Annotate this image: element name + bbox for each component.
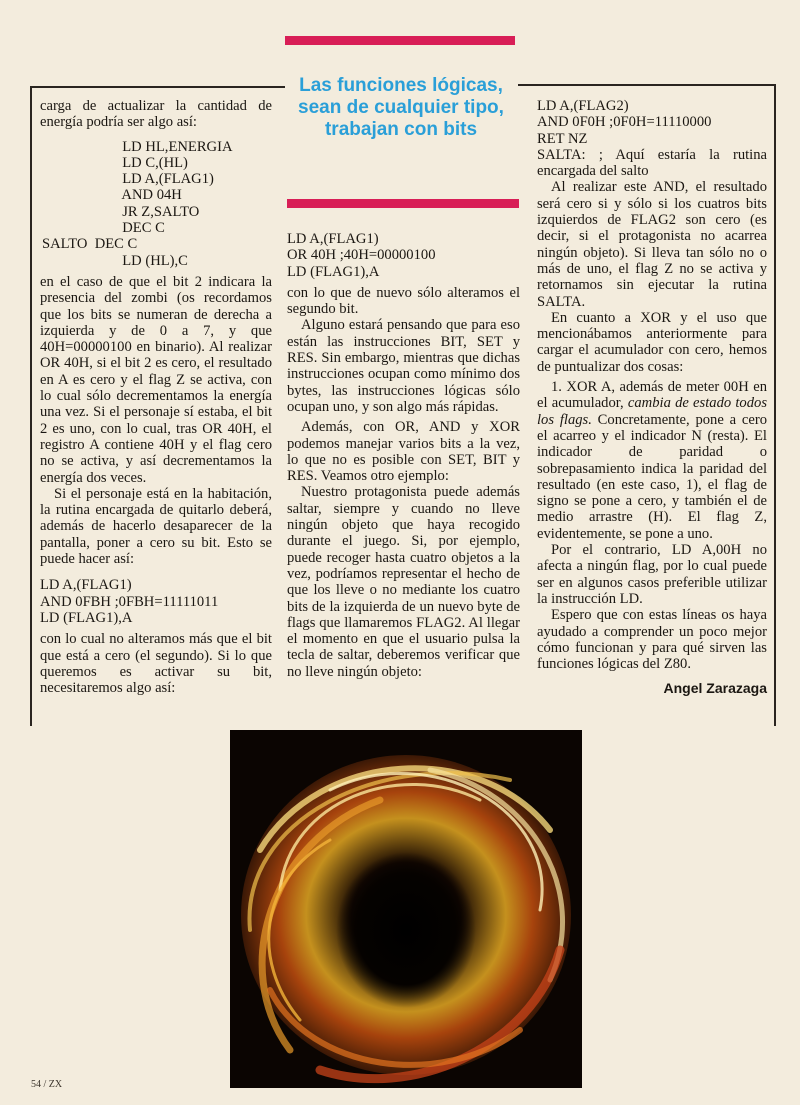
paragraph: Además, con OR, AND y XOR podemos manejar varios bits a la vez, lo que no es posible con SET, BIT y RES. Veamos otro ejemplo: [287, 419, 520, 485]
text-run: Concretamente, pone a cero el acarreo y el indicador N (resta). El indicador de paridad o sobrepasamiento indica la paridad del resultado (en este caso, 1), el flag de signo se pone a cero, y también el de medio arrastre (H). El flag Z, evidentemente, se pone a uno. [537, 411, 768, 542]
column-left [40, 98, 272, 696]
code-line: JR Z,SALTO [104, 203, 200, 220]
code-line: LD (FLAG1),A [287, 263, 380, 280]
code-line: LD A,(FLAG1) [40, 577, 132, 594]
paragraph: Al realizar este AND, el resultado será cero si y sólo si los cuatros bits izquierdos de FLAG2 son cero (es decir, si el protagonista no acarrea ningún objeto). Si lleva tan sólo no o más de uno, el flag Z no se activa y retornamos sin ejecutar la rutina SALTA. [537, 179, 767, 310]
code-line: AND 0FBH ;0FBH=11111011 [40, 593, 219, 610]
paragraph: con lo que de nuevo sólo alteramos el segundo bit. [287, 284, 520, 318]
code-line: SALTO DEC C [42, 236, 138, 253]
code-line: RET NZ [537, 130, 588, 147]
frame-right [774, 84, 776, 726]
paragraph: Alguno estará pensando que para eso están las instrucciones BIT, SET y RES. Sin embargo, mientras que dichas instrucciones ocupan como mínimo dos bytes, las instrucciones lógicas sólo ocupan uno, y son algo más rápidas. [287, 317, 520, 415]
code-line: LD HL,ENERGIA [104, 138, 233, 155]
abstract-light-photo [230, 730, 582, 1088]
pull-quote: Las funciones lógicas, sean de cualquier tipo, trabajan con bits [298, 75, 504, 140]
code-block [537, 98, 767, 147]
frame-top-right [518, 84, 776, 86]
code-block [287, 231, 520, 280]
column-right [537, 98, 767, 697]
frame-left [30, 86, 32, 726]
paragraph: Espero que con estas líneas os haya ayudado a comprender un poco mejor cómo funcionan y para qué sirven las funciones lógicas del Z80. [537, 607, 767, 673]
paragraph [537, 379, 767, 542]
page-number: 54 / ZX [31, 1079, 63, 1090]
code-line: LD C,(HL) [104, 154, 188, 171]
code-line: LD A,(FLAG1) [104, 171, 214, 188]
paragraph: SALTA: ; Aquí estaría la rutina encargada del salto [537, 146, 767, 180]
pink-rule-top [285, 36, 515, 45]
paragraph: carga de actualizar la cantidad de energía podría ser algo así: [40, 98, 272, 131]
pink-rule-bottom [287, 199, 519, 208]
code-line: LD (HL),C [104, 252, 188, 269]
paragraph: Nuestro protagonista puede además saltar, siempre y cuando no lleve ningún objeto que haya recogido durante el juego. Si, por ejemplo, puede recoger hasta cuatro objetos a la vez, podríamos representar el hecho de que los lleve o no mediante los cuatro bits de la izquierda de un nuevo byte de flags que llamaremos FLAG2. Al llegar el momento en que el usuario pulsa la tecla de saltar, deberemos verificar que no lleve ningún objeto: [287, 484, 520, 680]
paragraph: Por el contrario, LD A,00H no afecta a ningún flag, por lo cual puede ser en algunos casos preferible utilizar la instrucción LD. [537, 542, 767, 607]
code-line: LD (FLAG1),A [40, 609, 133, 626]
code-block [40, 139, 272, 269]
light-swirl-image [230, 730, 582, 1088]
code-line: AND 04H [104, 187, 182, 204]
italic-phrase: cambia de estado todos los flags. [537, 395, 767, 428]
author-signature: Angel Zarazaga [663, 680, 767, 697]
column-middle [287, 231, 520, 680]
code-block [40, 577, 272, 626]
code-line: LD A,(FLAG2) [537, 98, 629, 114]
paragraph: con lo cual no alteramos más que el bit que está a cero (el segundo). Si lo que queremos es activar su bit, necesitaremos algo así: [40, 631, 272, 697]
paragraph: En cuanto a XOR y el uso que mencionábamos anteriormente para cargar el acumulador con cero, hemos de puntualizar dos cosas: [537, 309, 767, 375]
code-line: DEC C [104, 220, 165, 237]
frame-top-left [30, 86, 285, 88]
code-line: AND 0F0H ;0F0H=11110000 [537, 114, 712, 131]
code-line: OR 40H ;40H=00000100 [287, 247, 436, 264]
paragraph: Si el personaje está en la habitación, la rutina encargada de quitarlo deberá, además de hacerlo desaparecer de la pantalla, poner a cero su bit. Esto se puede hacer así: [40, 485, 272, 568]
code-line: LD A,(FLAG1) [287, 231, 379, 247]
paragraph: en el caso de que el bit 2 indicara la presencia del zombi (os recordamos que los bits se numeran de derecha a izquierda y de 0 a 7, y que 40H=00000100 en binario). Al realizar OR 40H, si el bit 2 es cero, el resultado en A es cero y el flag Z se activa, con lo cual sólo decrementamos la energía una vez. Si el personaje sí estaba, el bit 2 es uno, con lo cual, tras OR 40H, el registro A contiene 40H y el flag cero no se activa, y así decrementamos la energía dos veces. [40, 273, 272, 486]
text-run: 1. XOR A, además de meter 00H en el acumulador, [537, 379, 767, 412]
